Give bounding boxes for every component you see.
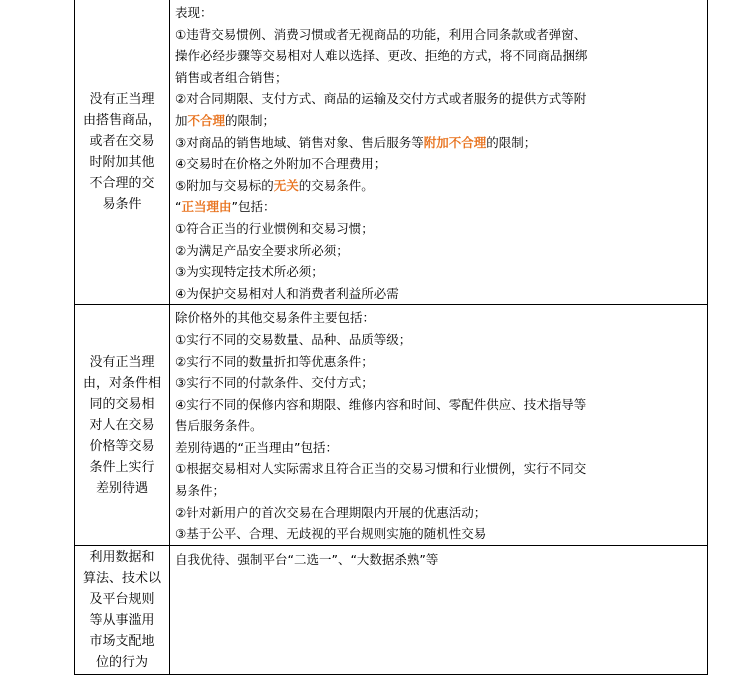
category-line: 不合理的交 [89, 176, 155, 192]
description-line [175, 110, 703, 132]
highlighted-term: 附加不合理 [423, 134, 487, 150]
description-line [175, 480, 703, 502]
text-segment: 的限制； [225, 112, 276, 128]
category-line: 对人在交易 [89, 417, 155, 433]
text-segment: 差别待遇的“正当理由”包括： [175, 439, 338, 455]
category-line: 没有正当理 [89, 354, 155, 370]
description-cell [170, 305, 708, 546]
text-segment: ②实行不同的数量折扣等优惠条件； [175, 353, 374, 369]
text-segment: ②对合同期限、支付方式、商品的运输及交付方式或者服务的提供方式等附 [175, 91, 587, 107]
description-line [175, 261, 703, 283]
category-line: 及平台规则 [89, 591, 155, 607]
description-line [175, 2, 703, 24]
description-line [175, 351, 703, 373]
category-line: 或者在交易 [89, 134, 155, 150]
description-line [175, 218, 703, 240]
description-line [175, 175, 703, 197]
category-line: 没有正当理 [89, 92, 155, 108]
text-segment: ④为保护交易相对人和消费者利益所必需 [175, 285, 399, 301]
text-segment: ④交易时在价格之外附加不合理费用； [175, 156, 387, 172]
description-line [175, 394, 703, 416]
text-segment: ⑤附加与交易标的 [175, 177, 274, 193]
text-segment: ③基于公平、合理、无歧视的平台规则实施的随机性交易 [175, 526, 487, 542]
text-segment: 表现： [175, 5, 213, 20]
table-row [75, 305, 708, 546]
description-cell [170, 545, 708, 674]
description-line [175, 240, 703, 262]
category-line: 利用数据和 [89, 549, 155, 565]
text-segment: ①违背交易惯例、消费习惯或者无视商品的功能，利用合同条款或者弹窗、 [175, 26, 587, 42]
text-segment: 除价格外的其他交易条件主要包括： [175, 310, 376, 326]
text-segment: 售后服务条件。 [175, 418, 263, 434]
category-line: 同的交易相 [89, 396, 155, 412]
description-line [175, 153, 703, 175]
category-line: 等从事滥用 [89, 612, 155, 628]
highlighted-term: 不合理 [187, 112, 226, 128]
text-segment: ③为实现特定技术所必须； [175, 264, 324, 280]
text-segment: 易条件； [175, 483, 226, 499]
description-line [175, 45, 703, 67]
text-segment: 的限制； [486, 134, 537, 150]
category-cell [75, 0, 170, 305]
text-segment: ①实行不同的交易数量、品种、品质等级； [175, 331, 412, 347]
highlighted-term: 正当理由 [181, 199, 232, 215]
category-cell [75, 305, 170, 546]
category-line: 由，对条件相 [82, 375, 161, 391]
description-line [175, 329, 703, 351]
category-line: 由搭售商品， [82, 113, 161, 129]
category-line: 算法、技术以 [82, 570, 161, 586]
description-line [175, 502, 703, 524]
text-segment: ④实行不同的保修内容和期限、维修内容和时间、零配件供应、技术指导等 [175, 396, 587, 412]
text-segment: “ [175, 199, 182, 215]
category-line: 条件上实行 [89, 459, 155, 475]
text-segment: 自我优待、强制平台“二选一”、“大数据杀熟”等 [175, 551, 439, 567]
description-line [175, 372, 703, 394]
description-line [175, 283, 703, 305]
category-line: 位的行为 [95, 654, 148, 670]
text-segment: ”包括： [231, 199, 276, 215]
table-row [75, 545, 708, 674]
text-segment: ③实行不同的付款条件、交付方式； [175, 375, 374, 391]
category-line: 差别待遇 [95, 480, 148, 496]
description-line [175, 458, 703, 480]
text-segment: 加 [175, 112, 188, 128]
text-segment: ②针对新用户的首次交易在合理期限内开展的优惠活动； [175, 504, 487, 520]
description-line [175, 196, 703, 218]
highlighted-term: 无关 [273, 177, 299, 193]
text-segment: ①符合正当的行业惯例和交易习惯； [175, 220, 374, 236]
category-line: 价格等交易 [89, 438, 155, 454]
text-segment: ①根据交易相对人实际需求且符合正当的交易习惯和行业惯例，实行不同交 [175, 461, 587, 477]
text-segment: 操作必经步骤等交易相对人难以选择、更改、拒绝的方式，将不同商品捆绑 [175, 48, 588, 64]
description-line [175, 307, 703, 329]
description-line [175, 437, 703, 459]
text-segment: ③对商品的销售地域、销售对象、售后服务等 [175, 134, 424, 150]
description-line [175, 132, 703, 154]
category-cell [75, 545, 170, 674]
text-segment: 销售或者组合销售； [175, 69, 288, 85]
description-line [175, 67, 703, 89]
text-segment: 的交易条件。 [298, 177, 374, 193]
content-table [74, 0, 708, 675]
description-cell [170, 0, 708, 305]
category-line: 时附加其他 [89, 155, 155, 171]
description-line [175, 24, 703, 46]
description-line [175, 88, 703, 110]
description-line [175, 549, 703, 571]
description-line [175, 523, 703, 545]
category-line: 市场支配地 [89, 633, 155, 649]
description-line [175, 415, 703, 437]
text-segment: ②为满足产品安全要求所必须； [175, 242, 349, 258]
table-row [75, 0, 708, 305]
category-line: 易条件 [102, 197, 142, 213]
